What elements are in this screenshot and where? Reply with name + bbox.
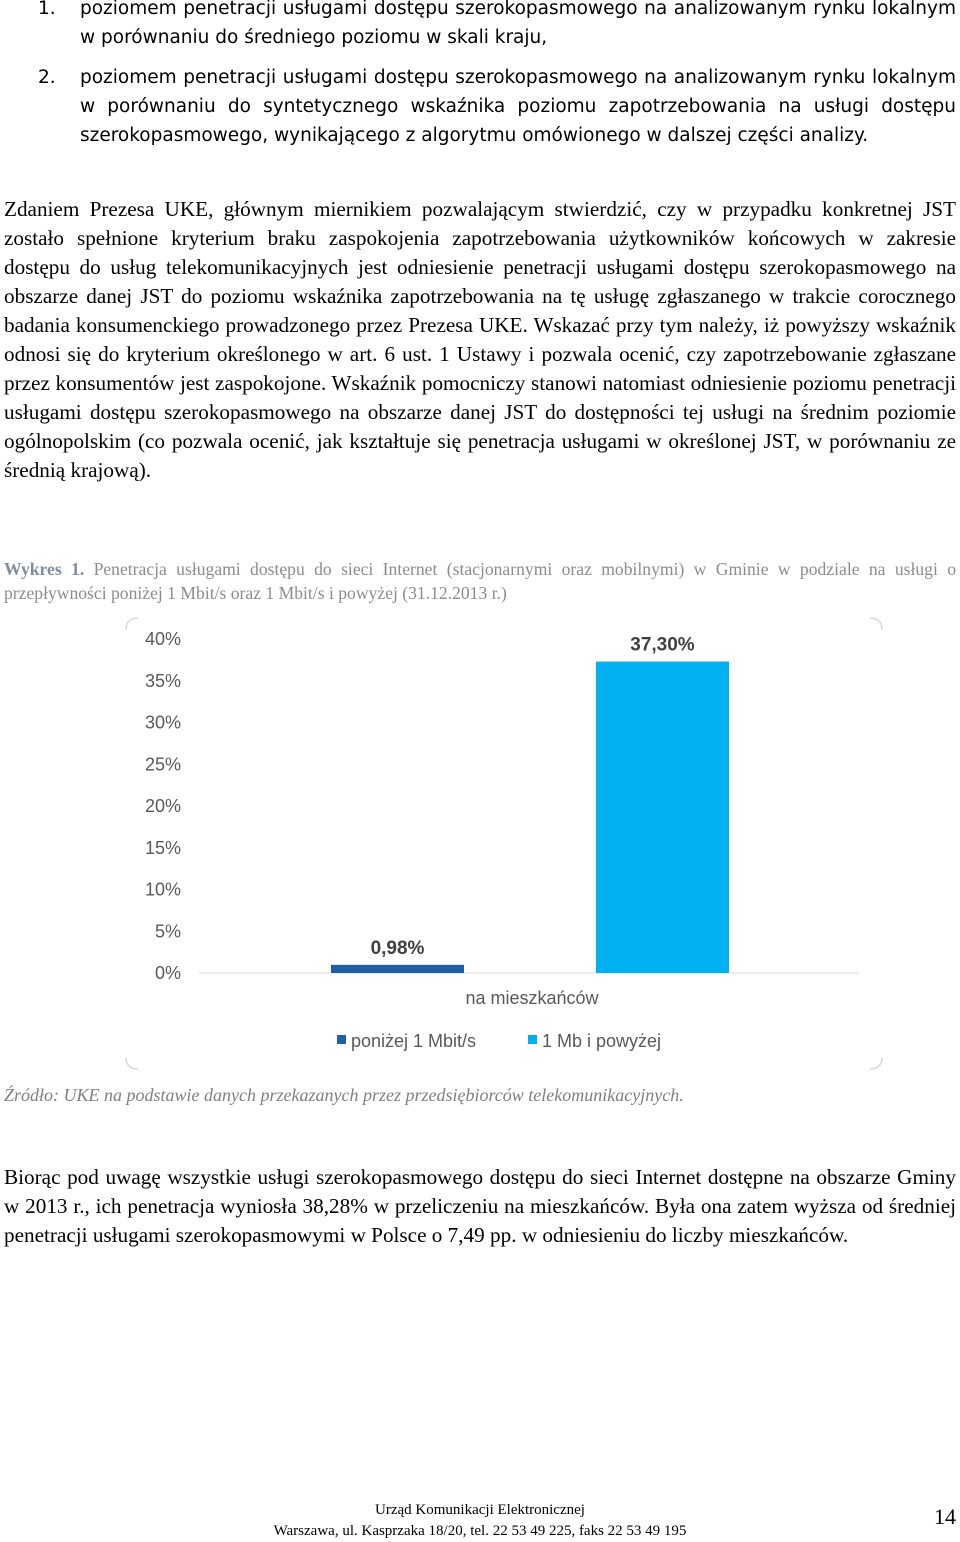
source-note: Źródło: UKE na podstawie danych przekazanych przez przedsiębiorców telekomunikacyjnych. bbox=[4, 1085, 684, 1105]
bar-below-1mbit bbox=[331, 965, 464, 973]
footer-institution: Urząd Komunikacji Elektronicznej bbox=[375, 1502, 585, 1518]
y-tick-label: 30% bbox=[144, 712, 181, 733]
footer bbox=[200, 1500, 760, 1542]
list-item bbox=[0, 0, 960, 52]
y-tick-label: 0% bbox=[154, 963, 181, 983]
y-tick-label: 10% bbox=[144, 879, 181, 900]
data-label: 0,98% bbox=[370, 937, 425, 959]
legend-label-1mbit-and-above: 1 Mb i powyżej bbox=[542, 1031, 662, 1051]
y-tick-label: 40% bbox=[144, 629, 181, 649]
legend-swatch-below-1mbit bbox=[337, 1035, 346, 1044]
bar-1mbit-and-above bbox=[596, 662, 729, 973]
y-tick-label: 35% bbox=[144, 670, 181, 691]
y-tick-label: 20% bbox=[144, 796, 181, 816]
list-item-number: 2. bbox=[38, 67, 56, 88]
page-number: 14 bbox=[934, 1504, 956, 1529]
list-item-text: poziomem penetracji usługami dostępu szerokopasmowego na analizowanym rynku lokalnym w porównaniu do średniego poziomu w skali kraju, bbox=[80, 0, 956, 48]
chart-caption bbox=[4, 557, 956, 605]
x-category-label: na mieszkańców bbox=[465, 988, 599, 1008]
footer-address: Warszawa, ul. Kasprzaka 18/20, tel. 22 53 49 225, faks 22 53 49 195 bbox=[273, 1523, 687, 1539]
paragraph: Zdaniem Prezesa UKE, głównym miernikiem pozwalającym stwierdzić, czy w przypadku konkretnej JST zostało spełnione kryterium braku zaspokojenia zapotrzebowania użytkowników końcowych w zakresie dostępu do usług telekomunikacyjnych jest odniesienie penetracji usługami dostępu szerokopasmowego na obszarze danej JST do poziomu wskaźnika zapotrzebowania na tę usługę zgłaszanego w trakcie corocznego badania konsumenckiego prowadzonego przez Prezesa UKE. Wskazać przy tym należy, iż powyższy wskaźnik odnosi się do kryterium określonego w art. 6 ust. 1 Ustawy i pozwala ocenić, czy zapotrzebowanie zgłaszane przez konsumentów jest zaspokojone. Wskaźnik pomocniczy stanowi natomiast odniesienie poziomu penetracji usługami dostępu szerokopasmowego na obszarze danej JST do dostępności tej usługi na średnim poziomie ogólnopolskim (co pozwala ocenić, jak kształtuje się penetracja usługami w określonej JST, w porównaniu ze średnią krajową). bbox=[4, 197, 956, 482]
y-tick-label: 15% bbox=[144, 837, 181, 858]
data-label: 37,30% bbox=[630, 634, 695, 656]
numbered-list bbox=[0, 0, 960, 150]
y-tick-label: 5% bbox=[154, 921, 181, 942]
caption-text: Penetracja usługami dostępu do sieci Internet (stacjonarnymi oraz mobilnymi) w Gminie w podziale na usługi o przepływności poniżej 1 Mbit/s oraz 1 Mbit/s i powyżej (31.12.2013 r.) bbox=[4, 559, 956, 603]
paragraph: Biorąc pod uwagę wszystkie usługi szerokopasmowego dostępu do sieci Internet dostępne na obszarze Gminy w 2013 r., ich penetracja wyniosła 38,28% w przeliczeniu na mieszkańców. Była ona zatem wyższa od średniej penetracji usługami szerokopasmowymi w Polsce o 7,49 pp. w odniesieniu do liczby mieszkańców. bbox=[4, 1165, 956, 1247]
bar-chart bbox=[124, 616, 884, 1071]
legend-swatch-1mbit-and-above bbox=[528, 1035, 537, 1044]
y-tick-label: 25% bbox=[144, 754, 181, 775]
list-item-text: poziomem penetracji usługami dostępu szerokopasmowego na analizowanym rynku lokalnym w porównaniu do syntetycznego wskaźnika poziomu zapotrzebowania na usługi dostępu szerokopasmowego, wynikającego z algorytmu omówionego w dalszej części analizy. bbox=[80, 67, 956, 146]
legend-label-below-1mbit: poniżej 1 Mbit/s bbox=[351, 1031, 477, 1051]
chart-svg bbox=[124, 616, 884, 1071]
legend bbox=[337, 1031, 661, 1051]
list-item-number: 1. bbox=[38, 0, 56, 19]
list-item bbox=[0, 63, 960, 150]
caption-label: Wykres 1. bbox=[4, 559, 85, 579]
